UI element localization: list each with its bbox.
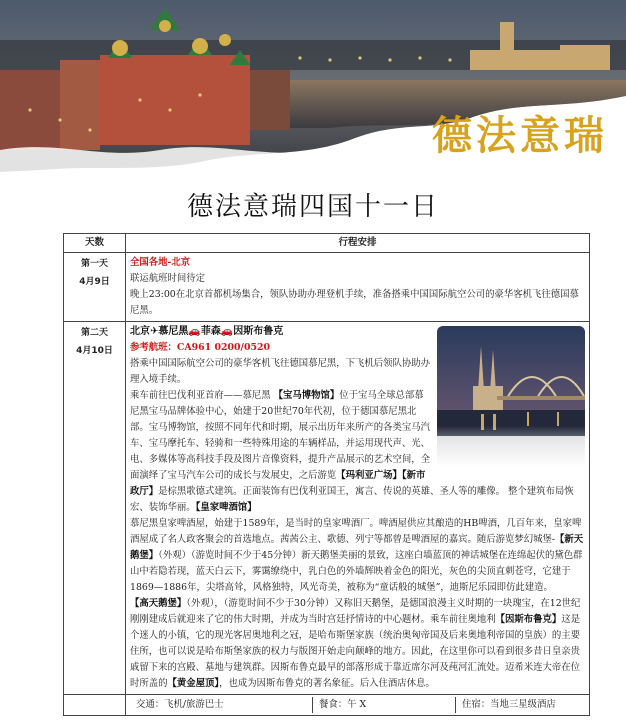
day2-flight-label: 参考航班： (130, 342, 177, 353)
neuschwanstein-highlight: 【新天鹅堡】 (130, 534, 584, 561)
p1-text-d: 慕尼黑皇家啤酒屋，始建于1589年，是当时的皇家啤酒厂。啤酒屋供应其酿造的HB啤酒，几百年来，皇家啤酒屋成了名人政客聚会的首选地点。茜茜公主、歌德、列宁等都曾是啤酒屋的嘉宾。随后游览梦幻城堡- (130, 518, 582, 545)
bmw-museum-highlight: 【宝马博物馆】 (273, 390, 340, 401)
golden-roof-highlight: 【黄金屋顶】 (167, 678, 220, 689)
p2-text-c: ，也成为因斯布鲁克的著名象征。后入住酒店休息。 (219, 678, 435, 689)
day2-paragraph2 (130, 596, 585, 692)
day1-date: 4月9日 (79, 277, 110, 287)
hofbraeuhaus-highlight: 【皇家啤酒馆】 (195, 502, 257, 513)
table-row-day1 (64, 253, 590, 322)
header-day: 天数 (64, 234, 126, 253)
day2-intro: 搭乘中国国际航空公司的豪华客机飞往德国慕尼黑，下飞机后领队协助办理入境手续。 (130, 358, 431, 385)
day2-date: 4月10日 (76, 346, 113, 356)
cathedral-bridge-night-image (437, 326, 585, 466)
transport-info: 交通：飞机/旅游巴士 (130, 697, 313, 713)
innsbruck-highlight: 【因斯布鲁克】 (495, 614, 562, 625)
footer-empty-cell (64, 695, 126, 716)
day1-label: 第一天 (80, 259, 108, 269)
header-schedule: 行程安排 (126, 234, 590, 253)
hotel-info: 住宿：当地三星级酒店 (462, 699, 556, 710)
day1-line1: 联运航班时间待定 (130, 273, 206, 284)
page-title: 德法意瑞四国十一日 (186, 192, 439, 222)
day2-cell (64, 322, 126, 695)
table-header-row (64, 234, 590, 253)
p1-text-c: 是棕黑歌德式建筑。正面装饰有巴伐利亚国王，寓言、传说的英雄、圣人等的雕像。 整个建筑布局恢宏、装饰华丽。 (130, 486, 574, 513)
p2-text-b: 这是个迷人的小镇，它的现光客居奥地利之冠，是哈布斯堡家族（统治奥匈帝国及后来奥地利帝国的皇族）的主要住所，也可以说是哈布斯堡家族的权力与版图开始走向颠峰的地方。因此，在这里你可以看到很多昔日皇亲贵戚留下来的宫殿、墓地与建筑群。因斯布鲁克最早的部落形成于靠近席尔河及莼河汇流处。迈希米连大帝在位时所盖的 (130, 614, 581, 689)
day2-label: 第二天 (80, 328, 108, 338)
p1-text-e: （外观）（游览时间不少于45分钟）新天鹅堡美丽的景致，这座白墙蓝顶的神话城堡在连绵起伏的黛色群山中若隐若现，蓝天白云下，雾霭缭绕中，乳白色的外墙辉映着金色的阳光，灰色的尖顶直刺苍穹，它建于1869—1886年，尖塔高耸，风格独特，风光奇美，被称为“童话般的城堡”，迪斯尼乐园即仿此建造。 (130, 550, 583, 593)
day2-footer-row (64, 695, 590, 716)
p1-text-a: 乘车前往巴伐利亚首府——慕尼黑 (130, 390, 274, 401)
day2-schedule (126, 322, 590, 695)
day1-cell (64, 253, 126, 322)
p2-text-a: （外观），（游览时间不少于30分钟）又称旧天鹅堡，是德国浪漫主义时期的一块瑰宝，在12世纪刚刚建成后就迎来了它的伟大时期，并成为当时宫廷抒情诗的中心题材。乘车前往奥地利 (130, 598, 581, 625)
day1-route: 全国各地-北京 (130, 257, 191, 268)
meals-info: 餐食：午 X (313, 697, 456, 713)
brand-title: 德法意瑞 (432, 113, 608, 159)
day2-footer (126, 695, 590, 716)
day2-route: 北京✈慕尼黑🚗菲森🚗因斯布鲁克 (130, 326, 284, 337)
itinerary-table (63, 233, 590, 716)
marienplatz-highlight: 【玛利亚广场】 (336, 470, 402, 481)
day1-line2: 晚上23:00在北京首都机场集合，领队协助办理登机手续，准备搭乘中国国际航空公司的豪华客机飞往德国慕尼黑。 (130, 289, 579, 316)
hohenschwangau-highlight: 【高天鹅堡】 (130, 598, 187, 609)
header-banner (0, 0, 626, 172)
table-row-day2 (64, 322, 590, 695)
new-town-hall-highlight: 【新市政厅】 (130, 470, 426, 497)
day1-schedule (126, 253, 590, 322)
day2-flight: CA961 0200/0520 (176, 342, 271, 353)
cologne-bridge-photo (437, 326, 585, 466)
p1-text-b: 位于宝马全球总部慕尼黑宝马品牌体验中心，始建于20世纪70年代初，位于德国慕尼黑北部。宝马博物馆，按照不同年代和时期，展示出历年来所产的各类宝马汽车、宝马摩托车、轻骑和一些特殊用途的车辆样品，并运用现代声、光、电、多媒体等高科技手段及图片音像资料，提升产品展示的艺术空间，全面演绎了宝马汽车公司的成长与发展史，之后游览 (130, 390, 431, 481)
